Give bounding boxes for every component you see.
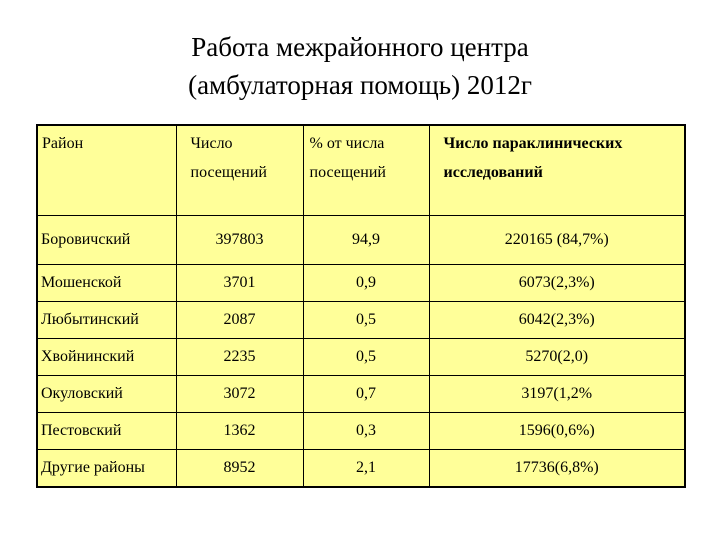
cell-paraclinical: 3197(1,2% bbox=[429, 376, 685, 413]
cell-percent: 0,3 bbox=[303, 413, 429, 450]
cell-district: Хвойнинский bbox=[37, 339, 176, 376]
cell-visits: 2087 bbox=[176, 302, 303, 339]
table-row bbox=[37, 376, 685, 413]
table-row bbox=[37, 302, 685, 339]
header-paraclinical: Число параклинических исследований bbox=[429, 125, 685, 216]
cell-paraclinical: 220165 (84,7%) bbox=[429, 216, 685, 265]
table-header-row bbox=[37, 125, 685, 216]
table-row bbox=[37, 216, 685, 265]
table-row bbox=[37, 265, 685, 302]
header-district: Район bbox=[37, 125, 176, 216]
cell-percent: 0,5 bbox=[303, 339, 429, 376]
cell-percent: 0,9 bbox=[303, 265, 429, 302]
page-title bbox=[0, 28, 720, 104]
title-line-1: Работа межрайонного центра bbox=[191, 32, 529, 62]
cell-visits: 1362 bbox=[176, 413, 303, 450]
cell-district: Боровичский bbox=[37, 216, 176, 265]
cell-visits: 3072 bbox=[176, 376, 303, 413]
cell-paraclinical: 6042(2,3%) bbox=[429, 302, 685, 339]
cell-paraclinical: 6073(2,3%) bbox=[429, 265, 685, 302]
cell-percent: 94,9 bbox=[303, 216, 429, 265]
table-row bbox=[37, 339, 685, 376]
cell-district: Любытинский bbox=[37, 302, 176, 339]
cell-district: Мошенской bbox=[37, 265, 176, 302]
cell-paraclinical: 1596(0,6%) bbox=[429, 413, 685, 450]
title-line-2: (амбулаторная помощь) 2012г bbox=[188, 70, 532, 100]
cell-percent: 2,1 bbox=[303, 450, 429, 488]
table-row bbox=[37, 450, 685, 488]
cell-percent: 0,5 bbox=[303, 302, 429, 339]
cell-percent: 0,7 bbox=[303, 376, 429, 413]
cell-paraclinical: 5270(2,0) bbox=[429, 339, 685, 376]
cell-visits: 8952 bbox=[176, 450, 303, 488]
cell-visits: 397803 bbox=[176, 216, 303, 265]
cell-paraclinical: 17736(6,8%) bbox=[429, 450, 685, 488]
cell-visits: 3701 bbox=[176, 265, 303, 302]
cell-visits: 2235 bbox=[176, 339, 303, 376]
header-visits: Число посещений bbox=[176, 125, 303, 216]
header-percent: % от числа посещений bbox=[303, 125, 429, 216]
cell-district: Другие районы bbox=[37, 450, 176, 488]
cell-district: Пестовский bbox=[37, 413, 176, 450]
outpatient-table bbox=[36, 124, 686, 488]
table-row bbox=[37, 413, 685, 450]
cell-district: Окуловский bbox=[37, 376, 176, 413]
